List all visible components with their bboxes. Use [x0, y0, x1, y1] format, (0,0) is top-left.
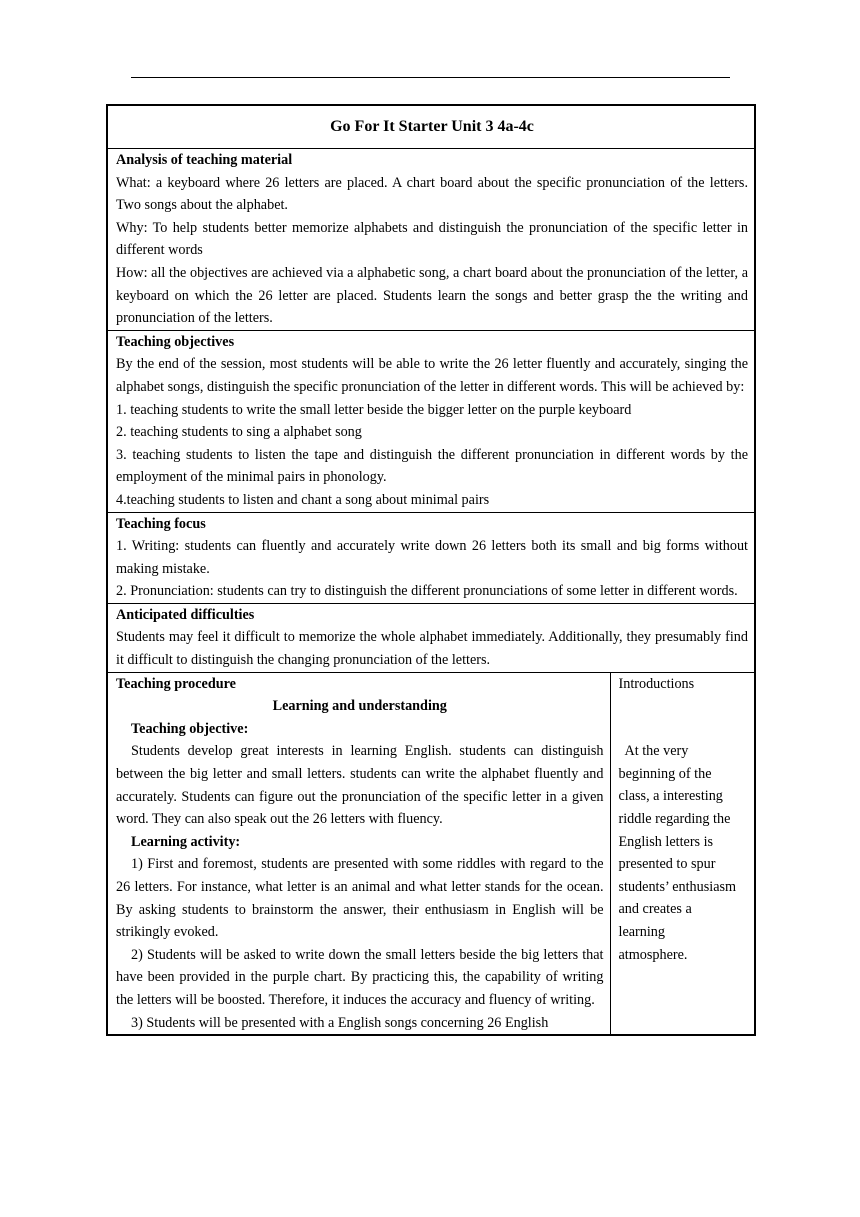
teaching-objective-text: Students develop great interests in learning English. students can distinguish between the big letter and small letters. students can write the alphabet fluently and accurately. Students can figure out the pronunciation of the specific letter in a given word. They can also speak out the 26 letters with fluency.: [116, 743, 604, 828]
difficulties-text: Students may feel it difficult to memorize the whole alphabet immediately. Additionally, they presumably find it difficult to distinguish the changing pronunciation of the letters.: [116, 629, 748, 669]
objectives-intro: By the end of the session, most students will be able to write the 26 letter fluently and accurately, singing the alphabet songs, distinguish the specific pronunciation of the letter in different words. This will be achieved by:: [116, 356, 748, 395]
procedure-section: [107, 672, 610, 1035]
introductions-line: class, a interesting: [618, 788, 723, 805]
introductions-line: students’ enthusiasm: [618, 878, 737, 895]
learning-activity-label: Learning activity:: [131, 833, 241, 850]
introductions-line: English letters is: [618, 833, 714, 850]
objective-item: 4.teaching students to listen and chant a song about minimal pairs: [116, 491, 490, 508]
procedure-heading: Teaching procedure: [116, 675, 236, 692]
objectives-section: [107, 330, 755, 512]
learning-activity-item: 3) Students will be presented with a English songs concerning 26 English: [131, 1014, 549, 1031]
introductions-line: atmosphere.: [618, 946, 688, 963]
learning-activity-item: 2) Students will be asked to write down the small letters beside the big letters that have been provided in the purple chart. By practicing this, the capability of writing the letters will be boosted. Therefore, it induces the accuracy and fluency of writing.: [116, 946, 604, 1008]
introductions-column: [610, 672, 755, 1035]
analysis-what: What: a keyboard where 26 letters are placed. A chart board about the specific pronunciation of the letters. Two songs about the alphabet.: [116, 174, 748, 214]
difficulties-section: [107, 603, 755, 672]
introductions-line: At the very: [624, 743, 689, 760]
learning-activity-item: 1) First and foremost, students are presented with some riddles with regard to the 26 letters. For instance, what letter is an animal and what letter stands for the ocean. By asking students to brainstorm the answer, their enthusiasm in English will be strikingly evoked.: [116, 856, 604, 941]
objective-item: 3. teaching students to listen the tape and distinguish the different pronunciation in different words by the employment of the minimal pairs in phonology.: [116, 446, 748, 486]
analysis-why: Why: To help students better memorize alphabets and distinguish the pronunciation of the specific letter in different words: [116, 219, 748, 259]
introductions-line: presented to spur: [618, 856, 716, 873]
objective-item: 1. teaching students to write the small letter beside the bigger letter on the purple keyboard: [116, 401, 632, 418]
objectives-heading: Teaching objectives: [116, 333, 235, 350]
difficulties-heading: Anticipated difficulties: [116, 606, 255, 623]
document-title: Go For It Starter Unit 3 4a-4c: [107, 105, 755, 149]
analysis-heading: Analysis of teaching material: [116, 152, 293, 168]
introductions-line: riddle regarding the: [618, 811, 731, 828]
focus-item: 2. Pronunciation: students can try to distinguish the different pronunciations of some letter in different words.: [116, 583, 738, 600]
focus-heading: Teaching focus: [116, 515, 206, 532]
analysis-section: [107, 149, 755, 331]
header-rule: [131, 77, 730, 78]
focus-item: 1. Writing: students can fluently and accurately write down 26 letters both its small and big forms without making mistake.: [116, 538, 748, 577]
introductions-heading: Introductions: [618, 675, 695, 692]
introductions-line: beginning of the: [618, 765, 712, 782]
introductions-line: and creates a: [618, 901, 692, 918]
focus-section: [107, 512, 755, 603]
teaching-objective-label: Teaching objective:: [131, 720, 249, 737]
procedure-subheading: Learning and understanding: [272, 698, 447, 715]
lesson-plan-table: [106, 104, 756, 1036]
introductions-line: learning: [618, 924, 665, 940]
analysis-how: How: all the objectives are achieved via a alphabetic song, a chart board about the pronunciation of the letter, a keyboard on which the 26 letter are placed. Students learn the songs and better grasp the the writing and pronunciation of the letters.: [116, 264, 748, 327]
objective-item: 2. teaching students to sing a alphabet song: [116, 424, 362, 441]
